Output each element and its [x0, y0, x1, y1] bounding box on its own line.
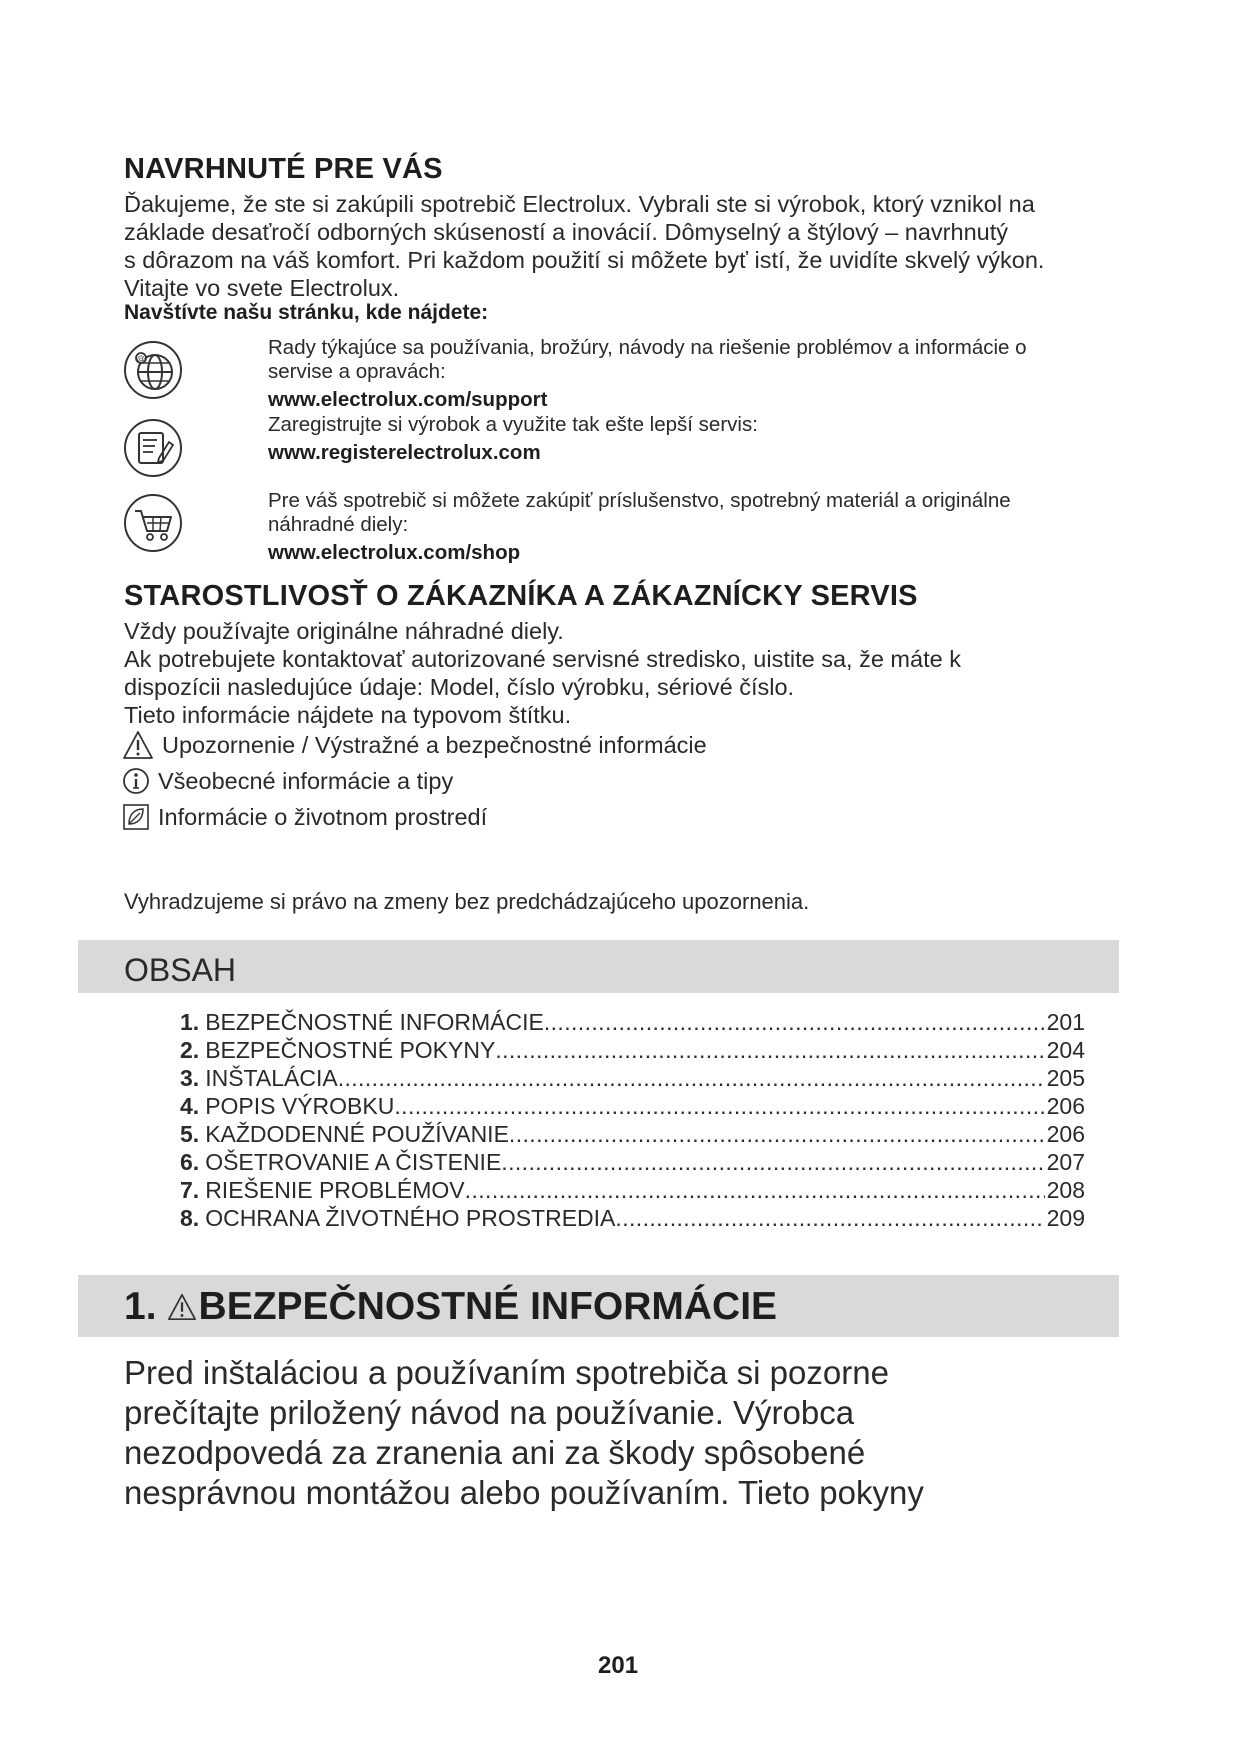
support-line: servise a opravách: [268, 360, 446, 383]
toc-entry-page: 207 [1046, 1149, 1085, 1175]
toc-entry-page: 206 [1046, 1093, 1085, 1119]
toc-entry-page: 205 [1046, 1065, 1085, 1091]
toc-entry[interactable] [180, 1064, 1085, 1092]
toc-entry-title: BEZPEČNOSTNÉ INFORMÁCIE [205, 1009, 544, 1035]
intro-line: základe desaťročí odborných skúseností a inovácií. Dômyselný a štýlový – navrhnutý [124, 219, 1008, 245]
legend-warning [122, 730, 707, 760]
disclaimer: Vyhradzujeme si právo na zmeny bez predchádzajúceho upozornenia. [124, 889, 810, 914]
contents-title: OBSAH [124, 952, 237, 988]
info-circle-icon [122, 767, 150, 795]
legend-environment-label: Informácie o životnom prostredí [158, 803, 488, 830]
toc-leader-dots [495, 1036, 1044, 1064]
legend-environment [122, 803, 487, 831]
toc-leader-dots [544, 1008, 1045, 1036]
toc-leader-dots [509, 1120, 1045, 1148]
toc-entry[interactable] [180, 1008, 1085, 1036]
register-document-icon [123, 418, 183, 478]
customer-care-heading: STAROSTLIVOSŤ O ZÁKAZNÍKA A ZÁKAZNÍCKY SERVIS [124, 580, 918, 612]
register-url-link[interactable]: www.registerelectrolux.com [268, 441, 541, 464]
intro-line: Ďakujeme, že ste si zakúpili spotrebič Electrolux. Vybrali ste si výrobok, ktorý vznikol na [124, 191, 1035, 217]
toc-leader-dots [338, 1064, 1045, 1092]
toc-entry-number: 5. [180, 1121, 200, 1147]
toc-entry-title: INŠTALÁCIA [205, 1065, 338, 1091]
safety-paragraph [124, 1353, 924, 1513]
toc-entry-number: 1. [180, 1009, 200, 1035]
customer-care-line: dispozícii nasledujúce údaje: Model, číslo výrobku, sériové číslo. [124, 674, 795, 700]
shop-line: náhradné diely: [268, 513, 409, 536]
toc-leader-dots [465, 1176, 1045, 1204]
toc-entry-number: 8. [180, 1205, 200, 1231]
toc-entry[interactable] [180, 1176, 1085, 1204]
toc-leader-dots [615, 1204, 1044, 1232]
designed-for-you-heading: NAVRHNUTÉ PRE VÁS [124, 153, 443, 185]
support-line: Rady týkajúce sa používania, brožúry, návody na riešenie problémov a informácie o [268, 336, 1027, 359]
toc-entry-page: 209 [1046, 1205, 1085, 1231]
register-line: Zaregistrujte si výrobok a využite tak ešte lepší servis: [268, 413, 758, 436]
customer-care-paragraph [124, 617, 961, 729]
warning-triangle-icon [167, 1292, 197, 1322]
toc-entry-page: 201 [1046, 1009, 1085, 1035]
customer-care-line: Ak potrebujete kontaktovať autorizované servisné stredisko, uistite sa, že máte k [124, 646, 961, 672]
toc-entry[interactable] [180, 1092, 1085, 1120]
toc-entry-title: RIEŠENIE PROBLÉMOV [205, 1177, 465, 1203]
toc-entry[interactable] [180, 1120, 1085, 1148]
shop-item [268, 489, 1011, 565]
safety-line: Pred inštaláciou a používaním spotrebiča si pozorne [124, 1354, 889, 1391]
page-number: 201 [598, 1652, 639, 1679]
toc-entry[interactable] [180, 1204, 1085, 1232]
toc-entry[interactable] [180, 1036, 1085, 1064]
legend-info-label: Všeobecné informácie a tipy [158, 767, 454, 794]
safety-number: 1. [124, 1285, 157, 1328]
toc-entry-title: OŠETROVANIE A ČISTENIE [205, 1149, 502, 1175]
shopping-cart-icon [123, 493, 183, 553]
table-of-contents [180, 1008, 1085, 1232]
toc-entry-number: 4. [180, 1093, 200, 1119]
safety-heading [124, 1285, 777, 1329]
support-item [268, 336, 1027, 412]
intro-paragraph [124, 190, 1044, 302]
globe-icon [123, 340, 183, 400]
toc-entry-page: 204 [1046, 1037, 1085, 1063]
safety-line: prečítajte priložený návod na používanie. Výrobca [124, 1394, 855, 1431]
shop-line: Pre váš spotrebič si môžete zakúpiť príslušenstvo, spotrebný materiál a originálne [268, 489, 1011, 512]
toc-entry-title: BEZPEČNOSTNÉ POKYNY [205, 1037, 496, 1063]
toc-entry-page: 208 [1046, 1177, 1085, 1203]
customer-care-line: Tieto informácie nájdete na typovom štítku. [124, 702, 572, 728]
legend-info [122, 767, 453, 795]
toc-entry-title: KAŽDODENNÉ POUŽÍVANIE [205, 1121, 509, 1147]
toc-entry-number: 6. [180, 1149, 200, 1175]
toc-entry-number: 2. [180, 1037, 200, 1063]
toc-entry-page: 206 [1046, 1121, 1085, 1147]
toc-leader-dots [501, 1148, 1044, 1176]
toc-entry-number: 3. [180, 1065, 200, 1091]
safety-line: nesprávnou montážou alebo používaním. Tieto pokyny [124, 1474, 924, 1511]
safety-line: nezodpovedá za zranenia ani za škody spôsobené [124, 1434, 866, 1471]
register-item [268, 413, 758, 465]
toc-entry-title: POPIS VÝROBKU [205, 1093, 395, 1119]
legend-warning-label: Upozornenie / Výstražné a bezpečnostné informácie [162, 731, 707, 758]
toc-leader-dots [394, 1092, 1044, 1120]
intro-line: Vitajte vo svete Electrolux. [124, 275, 400, 301]
toc-entry-title: OCHRANA ŽIVOTNÉHO PROSTREDIA [205, 1205, 616, 1231]
svg-text:@: @ [137, 354, 145, 363]
toc-entry-number: 7. [180, 1177, 200, 1203]
shop-url-link[interactable]: www.electrolux.com/shop [268, 541, 521, 564]
intro-line: s dôrazom na váš komfort. Pri každom použití si môžete byť istí, že uvidíte skvelý výkon. [124, 247, 1045, 273]
visit-label: Navštívte našu stránku, kde nájdete: [124, 301, 489, 324]
customer-care-line: Vždy používajte originálne náhradné diely. [124, 618, 564, 644]
toc-entry[interactable] [180, 1148, 1085, 1176]
warning-triangle-icon [122, 730, 154, 760]
environment-leaf-icon [122, 803, 150, 831]
support-url-link[interactable]: www.electrolux.com/support [268, 388, 548, 411]
safety-title: BEZPEČNOSTNÉ INFORMÁCIE [198, 1285, 778, 1328]
